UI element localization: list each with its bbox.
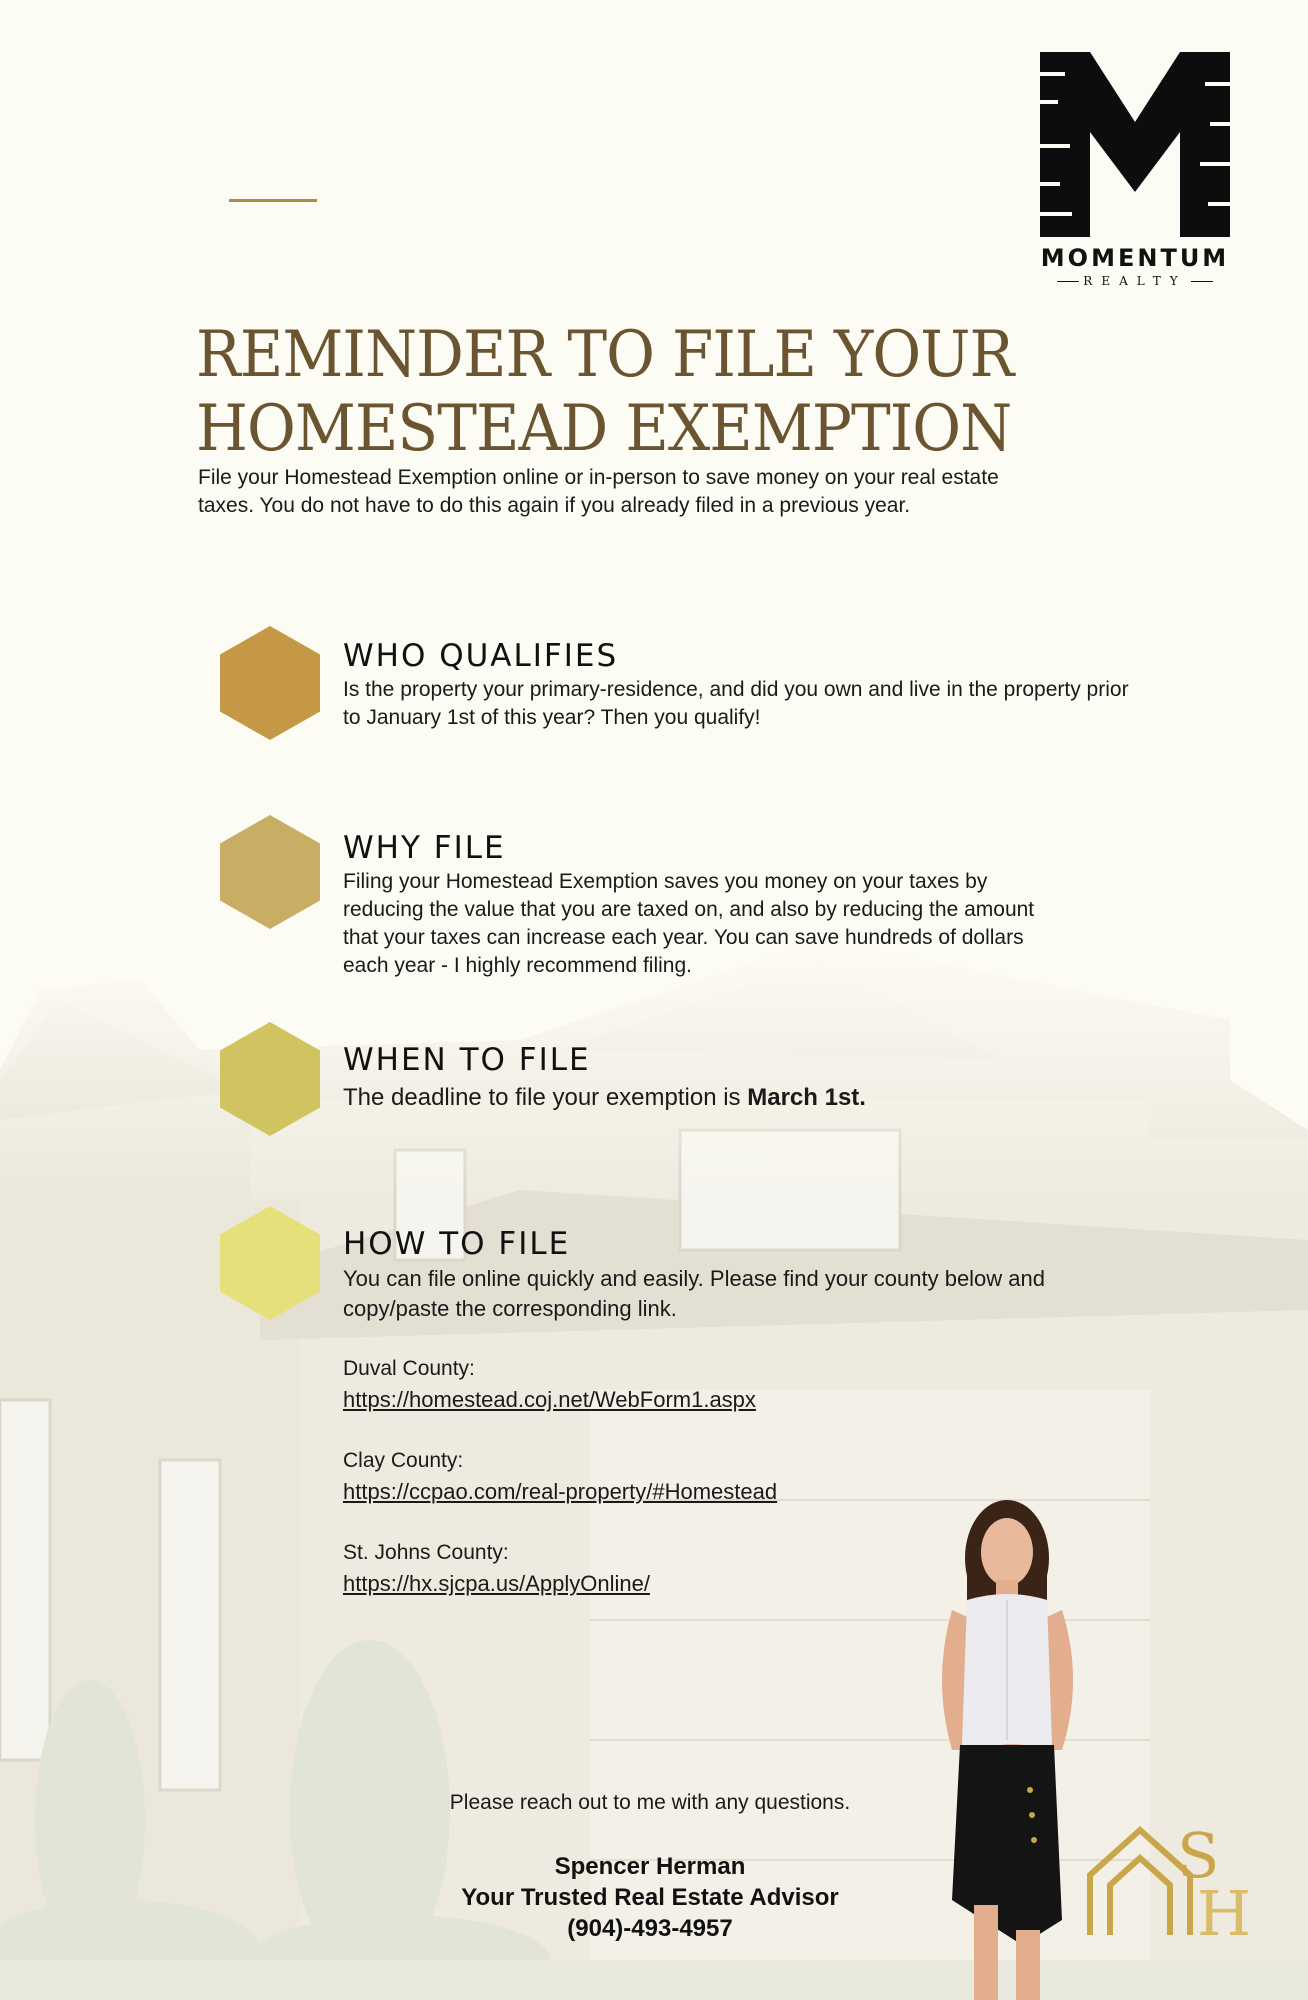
deadline-date: March 1st. [747, 1084, 866, 1111]
svg-text:H: H [1197, 1877, 1252, 1950]
svg-text:S: S [1177, 1819, 1220, 1892]
hexagon-icon-when [220, 1022, 320, 1136]
county-label-clay: Clay County: [343, 1449, 464, 1472]
section-body-when: The deadline to file your exemption is March 1st. [343, 1084, 866, 1111]
intro-text: File your Homestead Exemption online or in-person to save money on your real estate taxes. You do not have to do this again if you already filed in a previous year. [198, 466, 999, 517]
county-label-st-johns: St. Johns County: [343, 1541, 509, 1564]
county-link-st-johns[interactable]: https://hx.sjcpa.us/ApplyOnline/ [343, 1571, 650, 1596]
logo-wordmark: MOMENTUM [1040, 244, 1230, 272]
section-title-why: WHY FILE [343, 830, 506, 866]
section-body-who: Is the property your primary-residence, and did you own and live in the property prior to January 1st of this year? Then you qualify! [343, 678, 1129, 729]
momentum-m-icon [1030, 52, 1240, 242]
agent-role: Your Trusted Real Estate Advisor [461, 1884, 839, 1911]
county-link-clay[interactable]: https://ccpao.com/real-property/#Homestead [343, 1479, 778, 1504]
page-title [196, 318, 1014, 466]
title-line-1: REMINDER TO FILE YOUR [196, 318, 1014, 392]
section-title-how: HOW TO FILE [343, 1226, 571, 1262]
title-line-2: HOMESTEAD EXEMPTION [196, 392, 1012, 466]
agent-name: Spencer Herman [554, 1853, 746, 1880]
accent-line [229, 199, 317, 202]
county-label-duval: Duval County: [343, 1357, 475, 1380]
hexagon-icon-why [220, 815, 320, 929]
contact-prompt: Please reach out to me with any questions. [449, 1791, 851, 1814]
logo-subtitle: REALTY [1030, 274, 1240, 288]
hexagon-icon-how [220, 1206, 320, 1320]
section-body-how: You can file online quickly and easily. Please find your county below and copy/paste the corresponding link. [343, 1266, 1046, 1321]
agent-phone[interactable]: (904)-493-4957 [567, 1915, 733, 1942]
section-body-why: Filing your Homestead Exemption saves you money on your taxes by reducing the value that you are taxed on, and also by reducing the amount that your taxes can increase each year. You can save hundreds of dollars each year - I highly recommend filing. [343, 870, 1035, 977]
momentum-realty-logo [1030, 52, 1240, 292]
section-title-who: WHO QUALIFIES [343, 638, 619, 674]
hexagon-icon-who [220, 626, 320, 740]
section-title-when: WHEN TO FILE [343, 1042, 591, 1078]
county-link-duval[interactable]: https://homestead.coj.net/WebForm1.aspx [343, 1387, 756, 1412]
sh-house-logo-icon [1085, 1815, 1252, 1950]
